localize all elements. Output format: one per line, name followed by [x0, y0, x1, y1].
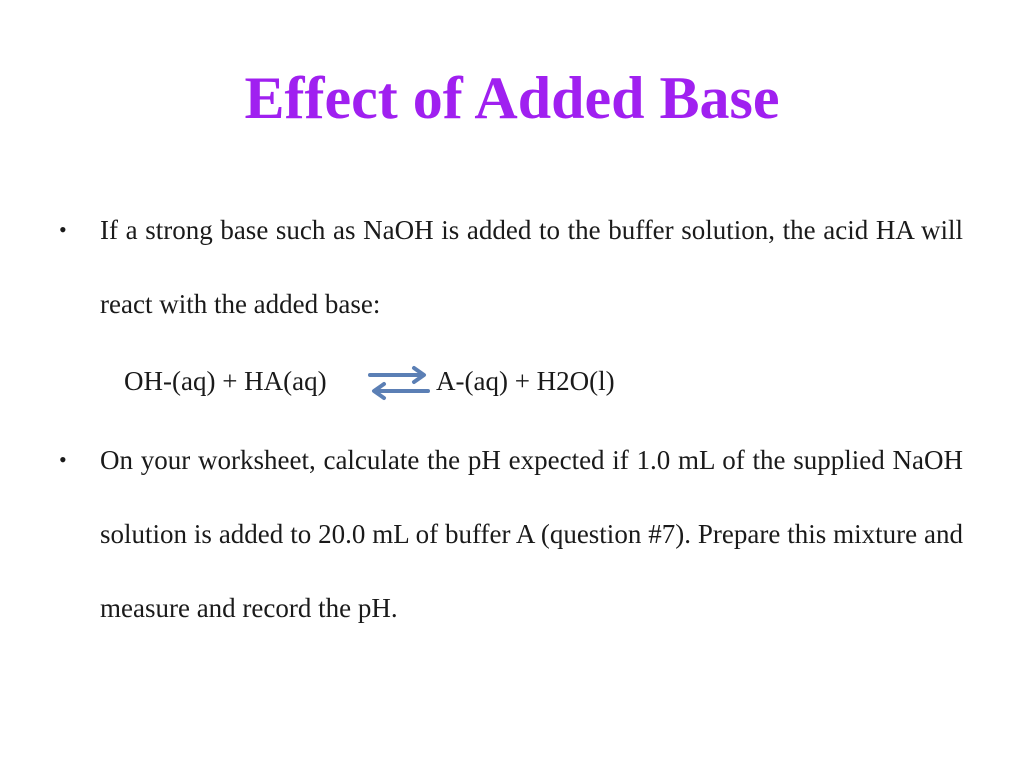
bullet-text-1: If a strong base such as NaOH is added to the buffer solution, the acid HA will react with the added base:: [100, 215, 963, 319]
bullet-text-2: On your worksheet, calculate the pH expected if 1.0 mL of the supplied NaOH solution is added to 20.0 mL of buffer A (question #7). Prepare this mixture and measure and record the pH.: [100, 445, 963, 623]
equilibrium-arrows-icon: [366, 363, 432, 401]
slide-title: Effect of Added Base: [244, 65, 780, 131]
equation-products: A-(aq) + H2O(l): [436, 366, 615, 396]
bullet-marker: •: [59, 217, 67, 242]
bullet-marker: •: [59, 447, 67, 472]
equation-reactants: OH-(aq) + HA(aq): [124, 366, 327, 396]
